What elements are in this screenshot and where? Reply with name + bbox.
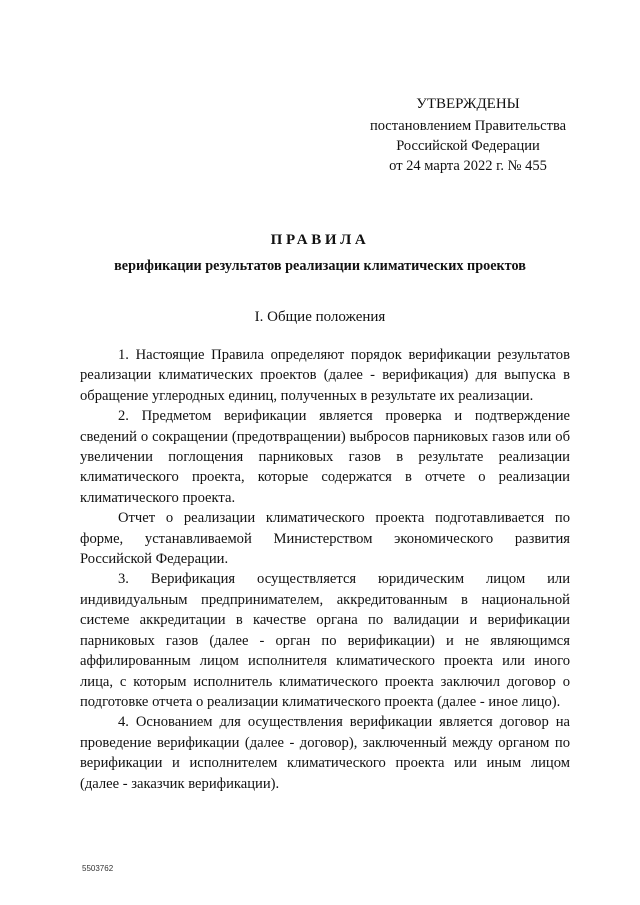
document-title: ПРАВИЛА xyxy=(270,232,370,248)
approval-block xyxy=(360,94,576,176)
paragraph-3: 3. Верификация осуществляется юридическим лицом или индивидуальным предпринимателем, аккредитованным в национальной системе аккредитации в качестве органа по валидации и верификации парниковых газов (далее - орган по верификации) и не являющимся аффилированным лицом исполнителя климатического проекта или иного лица, с которым исполнитель климатического проекта заключил договор о подготовке отчета о реализации климатического проекта (далее - иное лицо). xyxy=(80,571,570,710)
paragraph-2: 2. Предметом верификации является проверка и подтверждение сведений о сокращении (предотвращении) выбросов парниковых газов или об увеличении поглощения парниковых газов в результате реализации климатического проекта, которые содержатся в отчете о реализации климатического проекта. xyxy=(80,408,570,506)
paragraph-2-note: Отчет о реализации климатического проекта подготавливается по форме, устанавливаемой Министерством экономического развития Российской Федерации. xyxy=(80,510,570,568)
approval-heading: УТВЕРЖДЕНЫ xyxy=(416,96,520,112)
approval-line-1: постановлением Правительства xyxy=(369,118,567,134)
section-heading: I. Общие положения xyxy=(254,309,386,325)
approval-line-3: от 24 марта 2022 г. № 455 xyxy=(389,158,547,174)
document-subtitle: верификации результатов реализации климатических проектов xyxy=(114,258,526,274)
paragraph-1: 1. Настоящие Правила определяют порядок верификации результатов реализации климатических проектов (далее - верификация) для выпуска в обращение углеродных единиц, полученных в результате их реализации. xyxy=(80,347,570,404)
document-body xyxy=(80,345,570,794)
paragraph-4: 4. Основанием для осуществления верификации является договор на проведение верификации (далее - договор), заключенный между органом по верификации и исполнителем климатического проекта или иным лицом (далее - заказчик верификации). xyxy=(80,714,570,792)
approval-line-2: Российской Федерации xyxy=(396,138,540,154)
document-code: 5503762 xyxy=(82,864,114,873)
